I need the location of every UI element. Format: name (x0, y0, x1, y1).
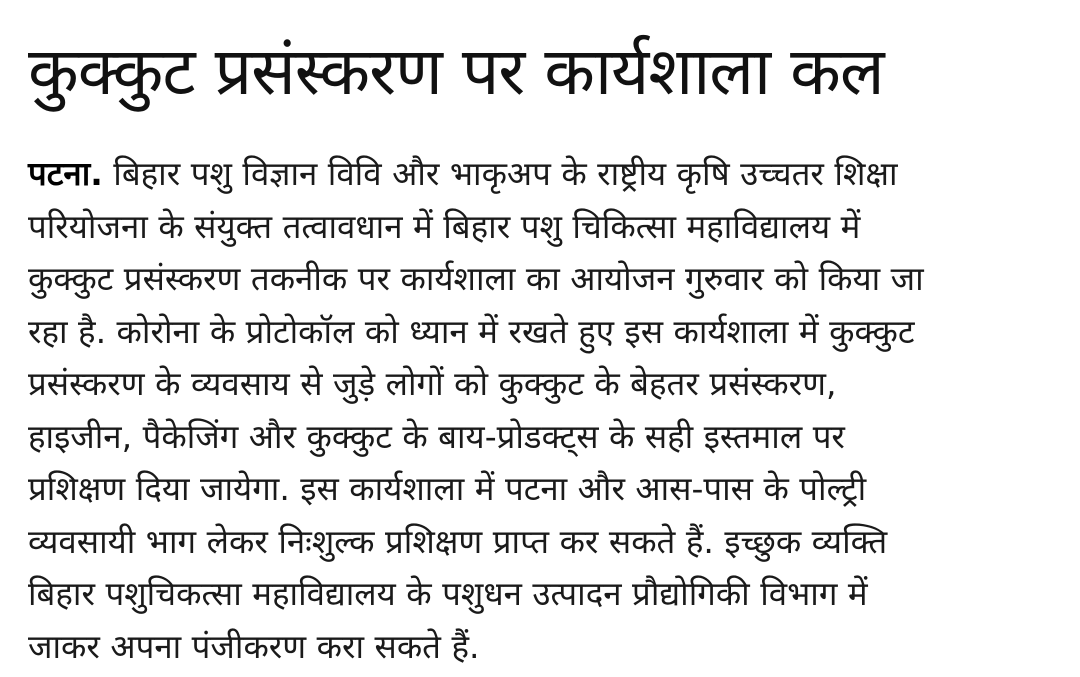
body-line-4: रहा है. कोरोना के प्रोटोकॉल को ध्यान में रखते हुए इस कार्यशाला में कुक्कुट (28, 311, 915, 351)
body-line-8: व्यवसायी भाग लेकर निःशुल्क प्रशिक्षण प्राप्त कर सकते हैं. इच्छुक व्यक्ति (28, 521, 888, 561)
body-line-6: हाइजीन, पैकेजिंग और कुक्कुट के बाय-प्रोडक्ट्स के सही इस्तमाल पर (28, 416, 845, 456)
body-line-1-text: बिहार पशु विज्ञान विवि और भाकृअप के राष्ट्रीय कृषि उच्चतर शिक्षा (102, 154, 898, 193)
body-line-10: जाकर अपना पंजीकरण करा सकते हैं. (28, 626, 480, 666)
news-article (28, 30, 1058, 666)
body-line-2: परियोजना के संयुक्त तत्वावधान में बिहार पशु चिकित्सा महाविद्यालय में (28, 206, 861, 246)
dateline: पटना. (28, 154, 103, 193)
body-line-5: प्रसंस्करण के व्यवसाय से जुड़े लोगों को कुक्कुट के बेहतर प्रसंस्करण, (28, 364, 837, 403)
body-line-3: कुक्कुट प्रसंस्करण तकनीक पर कार्यशाला का आयोजन गुरुवार को किया जा (28, 259, 924, 298)
article-body (28, 148, 1058, 673)
body-line-1 (28, 148, 1058, 201)
body-line-7: प्रशिक्षण दिया जायेगा. इस कार्यशाला में पटना और आस-पास के पोल्ट्री (28, 469, 867, 508)
body-line-9: बिहार पशुचिकत्सा महाविद्यालय के पशुधन उत्पादन प्रौद्योगिकी विभाग में (28, 574, 868, 613)
article-headline: कुक्कुट प्रसंस्करण पर कार्यशाला कल (28, 33, 884, 110)
